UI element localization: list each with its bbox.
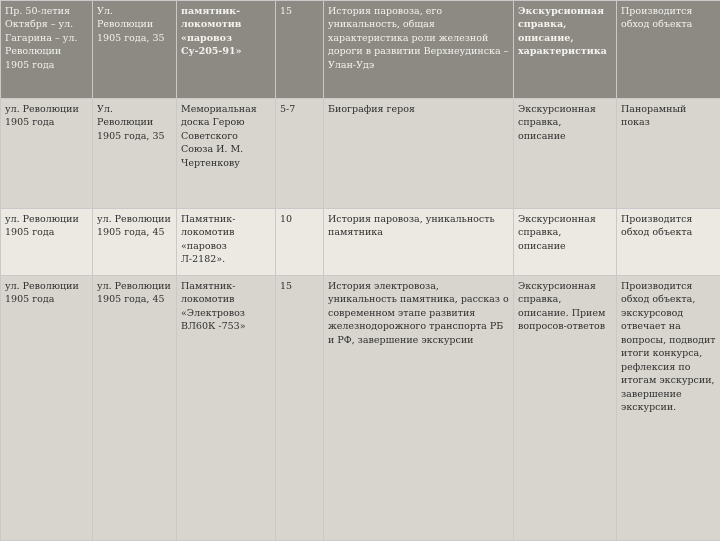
address-cell: ул. Революции 1905 года, 45 (93, 276, 177, 541)
route-place-cell: Пр. 50-летия Октября – ул. Гагарина – ул. Революции 1905 года (1, 1, 93, 99)
address-cell: Ул. Революции 1905 года, 35 (93, 1, 177, 99)
address-cell: Ул. Революции 1905 года, 35 (93, 99, 177, 209)
duration-cell: 15 (276, 1, 324, 99)
table-row (1, 99, 720, 209)
technique-cell: Производится обход объекта, экскурсовод отвечает на вопросы, подводит итоги конкурса, рефлексия по итогам экскурсии, завершение экскурсии. (617, 276, 720, 541)
table-row (1, 276, 720, 541)
object-cell: Мемориальная доска Герою Советского Союза И. М. Чертенкову (177, 99, 276, 209)
method-cell: Экскурсионная справка, описание. Прием вопросов-ответов (514, 276, 617, 541)
table-row (1, 1, 720, 99)
content-cell: История паровоза, его уникальность, общая характеристика роли железной дороги в развитии Верхнеудинска – Улан-Удэ (324, 1, 514, 99)
route-place-cell: ул. Революции 1905 года (1, 99, 93, 209)
object-cell: памятник-локомотив «паровоз Су-205-91» (177, 1, 276, 99)
content-cell: История электровоза, уникальность памятника, рассказ о современном этапе развития железнодорожного транспорта РБ и РФ, завершение экскурсии (324, 276, 514, 541)
duration-cell: 15 (276, 276, 324, 541)
content-cell: Биография героя (324, 99, 514, 209)
route-place-cell: ул. Революции 1905 года (1, 209, 93, 276)
route-place-cell: ул. Революции 1905 года (1, 276, 93, 541)
address-cell: ул. Революции 1905 года, 45 (93, 209, 177, 276)
technique-cell: Производится обход объекта (617, 209, 720, 276)
object-cell: Памятник-локомотив «Электровоз ВЛ60К -753» (177, 276, 276, 541)
table-row (1, 209, 720, 276)
method-cell: Экскурсионная справка, описание, характеристика (514, 1, 617, 99)
method-cell: Экскурсионная справка, описание (514, 209, 617, 276)
technique-cell: Производится обход объекта (617, 1, 720, 99)
duration-cell: 10 (276, 209, 324, 276)
technique-cell: Панорамный показ (617, 99, 720, 209)
content-cell: История паровоза, уникальность памятника (324, 209, 514, 276)
duration-cell: 5-7 (276, 99, 324, 209)
method-cell: Экскурсионная справка, описание (514, 99, 617, 209)
object-cell: Памятник-локомотив «паровоз Л-2182». (177, 209, 276, 276)
